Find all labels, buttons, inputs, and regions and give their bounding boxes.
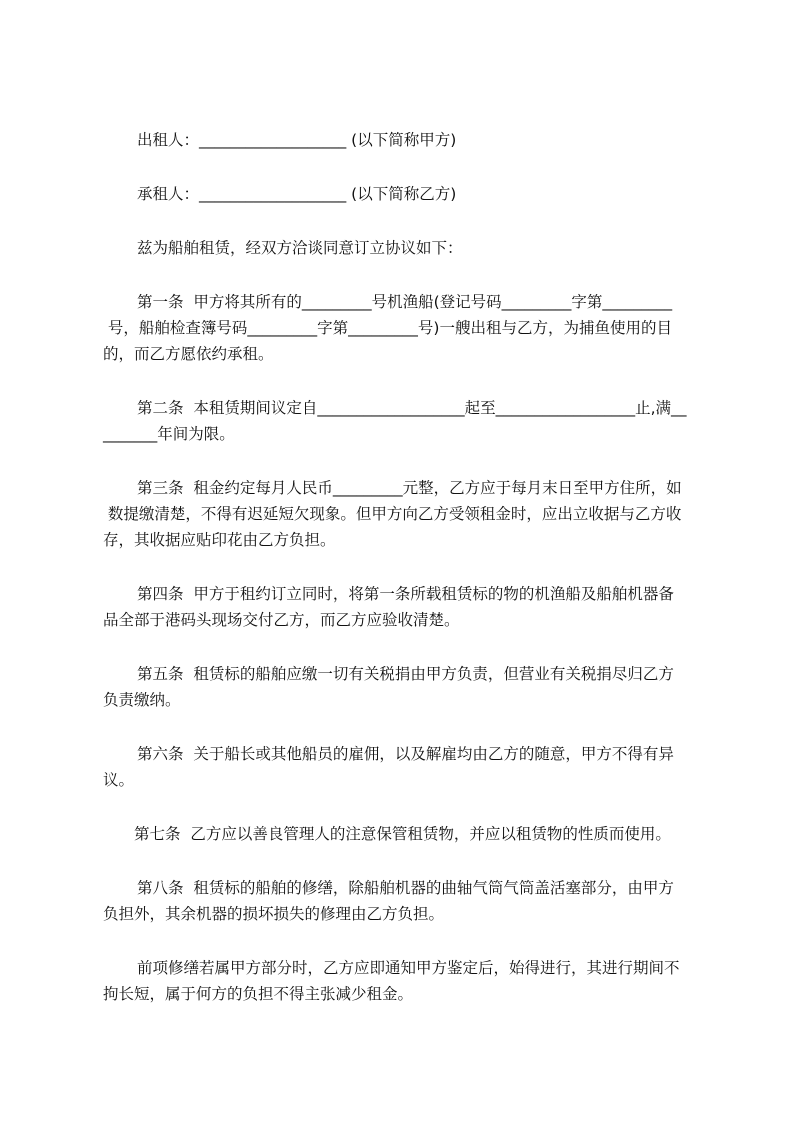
intro-line: 兹为船舶租赁，经双方洽谈同意订立协议如下： — [137, 239, 463, 257]
article-line: 第四条 甲方于租约订立同时，将第一条所载租赁标的物的机渔船及船舶机器备 — [137, 585, 674, 603]
article-line: 的，而乙方愿依约承租。 — [103, 345, 274, 363]
article-line: 号，船舶检查簿号码_________字第_________号)一艘出租与乙方，为捕鱼使用的目 — [103, 319, 672, 337]
article-line: 议。 — [103, 771, 135, 789]
article-line: 第六条 关于船长或其他船员的雇佣，以及解雇均由乙方的随意，甲方不得有异 — [137, 745, 674, 763]
article-line: 负担外，其余机器的损坏损失的修理由乙方负担。 — [103, 905, 445, 923]
article-line: 负责缴纳。 — [103, 691, 181, 709]
lessor-line: 出租人：___________________ (以下简称甲方) — [137, 131, 457, 149]
lessee-line: 承租人：___________________ (以下简称乙方) — [137, 185, 457, 203]
article-line: 品全部于港码头现场交付乙方，而乙方应验收清楚。 — [103, 611, 460, 629]
article-line: 第三条 租金约定每月人民币_________元整，乙方应于每月末日至甲方住所，如 — [137, 479, 682, 497]
article-line: _______年间为限。 — [103, 425, 235, 443]
article-line: 第八条 租赁标的船舶的修缮，除船舶机器的曲轴气筒气筒盖活塞部分，由甲方 — [137, 879, 674, 897]
article-line: 数提缴清楚，不得有迟延短欠现象。但甲方向乙方受领租金时，应出立收据与乙方收 — [103, 505, 682, 523]
article-line: 存，其收据应贴印花由乙方负担。 — [103, 531, 336, 549]
article-line: 拘长短，属于何方的负担不得主张减少租金。 — [103, 985, 414, 1003]
article-line: 第七条 乙方应以善良管理人的注意保管租赁物，并应以租赁物的性质而使用。 — [134, 825, 671, 843]
article-line: 第二条 本租赁期间议定自___________________起至__________________止,满__ — [137, 399, 687, 417]
article-line: 第五条 租赁标的船舶应缴一切有关税捐由甲方负责，但营业有关税捐尽归乙方 — [137, 665, 674, 683]
article-line: 第一条 甲方将其所有的_________号机渔船(登记号码_________字第_________ — [137, 293, 673, 311]
article-line: 前项修缮若属甲方部分时，乙方应即通知甲方鉴定后，始得进行，其进行期间不 — [137, 959, 680, 977]
